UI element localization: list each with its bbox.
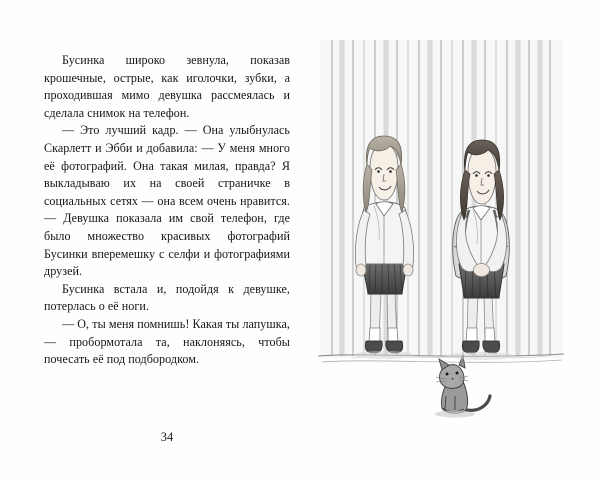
illustration — [312, 40, 568, 444]
paragraph: Бусинка широко зевнула, показав крошечные, острые, как иголочки, зубки, а проходившая мимо девушка рассмеялась и сделала снимок на телефон. — [44, 53, 290, 120]
fence-background — [318, 40, 564, 362]
paragraph: — Это лучший кадр. — Она улыбнулась Скарлетт и Эбби и добавила: — У меня много её фотографий. Она такая милая, правда? Я выкладываю их на своей страничке в социальных сетях — она всем очень нравится. — Девушка показала им свой телефон, где было множество красивых фотографий Бусинки вперемешку с селфи и фотографиями друзей. — [44, 123, 290, 279]
kitten-shadow — [435, 411, 475, 418]
text-column — [44, 52, 290, 369]
paragraph: Бусинка встала и, подойдя к девушке, потерлась о её ноги. — [44, 281, 290, 314]
kitten — [435, 355, 490, 418]
kitten-tail — [466, 396, 490, 410]
paragraph: — О, ты меня помнишь! Какая ты лапушка, — пробормотала та, наклоняясь, чтобы почесать её под подбородком. — [44, 316, 290, 367]
kitten-eye-right — [456, 372, 459, 375]
illustration-drawing — [312, 40, 568, 444]
kitten-eye-left — [446, 373, 449, 376]
girl-right-hands — [474, 264, 490, 277]
page-number: 34 — [160, 430, 174, 444]
